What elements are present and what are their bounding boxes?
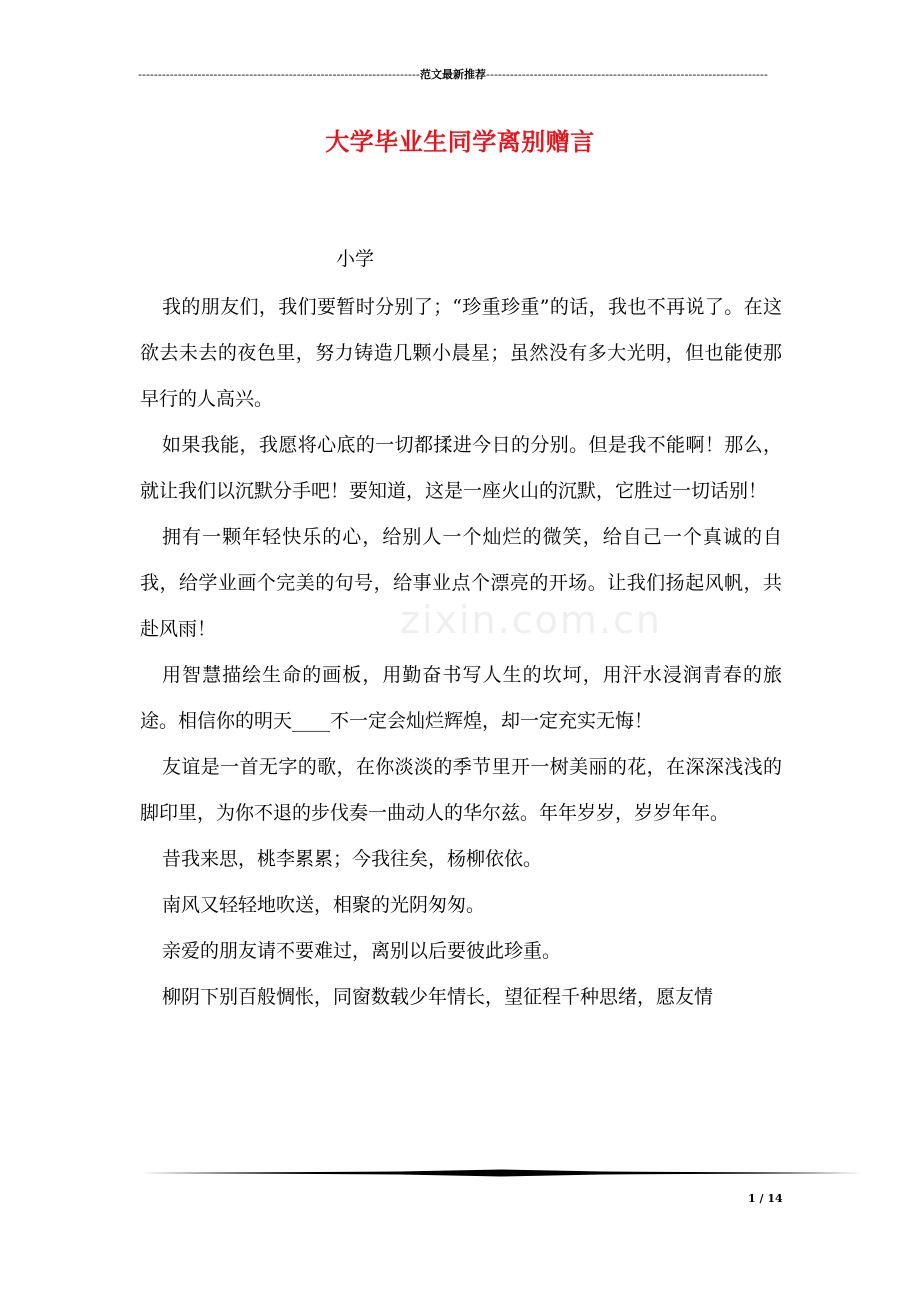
header-dash-right <box>486 68 768 82</box>
header-label: 范文最新推荐 <box>420 68 486 81</box>
document-subtitle: 小学 <box>336 248 375 270</box>
watermark: zixin.com.cn <box>400 598 662 642</box>
paragraph: 亲爱的朋友请不要难过，离别以后要彼此珍重。 <box>162 940 562 962</box>
paragraph: 昔我来思，桃李累累；今我往矣，杨柳依依。 <box>162 848 543 870</box>
page-header <box>138 68 768 82</box>
page-number: 1 / 14 <box>748 1192 783 1205</box>
paragraph: 用智慧描绘生命的画板，用勤奋书写人生的坎坷，用汗水浸润青春的旅途。相信你的明天____不一定会灿烂辉煌，却一定充实无悔！ <box>140 664 782 732</box>
footer-divider <box>140 1166 862 1180</box>
header-dash-left <box>138 68 420 82</box>
document-title: 大学毕业生同学离别赠言 <box>325 127 595 156</box>
paragraph: 柳阴下别百般惆怅，同窗数载少年情长，望征程千种思绪，愿友情 <box>162 986 714 1008</box>
paragraph: 南风又轻轻地吹送，相聚的光阴匆匆。 <box>162 894 486 916</box>
body-text <box>140 284 782 1020</box>
paragraph: 我的朋友们，我们要暂时分别了；“珍重珍重”的话，我也不再说了。在这欲去未去的夜色里，努力铸造几颗小晨星；虽然没有多大光明，但也能使那早行的人高兴。 <box>140 296 782 410</box>
paragraph: 友谊是一首无字的歌，在你淡淡的季节里开一树美丽的花，在深深浅浅的脚印里，为你不退的步伐奏一曲动人的华尔兹。年年岁岁，岁岁年年。 <box>140 756 782 824</box>
paragraph: 如果我能，我愿将心底的一切都揉进今日的分别。但是我不能啊！那么，就让我们以沉默分手吧！要知道，这是一座火山的沉默，它胜过一切话别！ <box>140 434 782 502</box>
paragraph: 拥有一颗年轻快乐的心，给别人一个灿烂的微笑，给自己一个真诚的自我，给学业画个完美的句号，给事业点个漂亮的开场。让我们扬起风帆，共赴风雨！ <box>140 526 782 640</box>
